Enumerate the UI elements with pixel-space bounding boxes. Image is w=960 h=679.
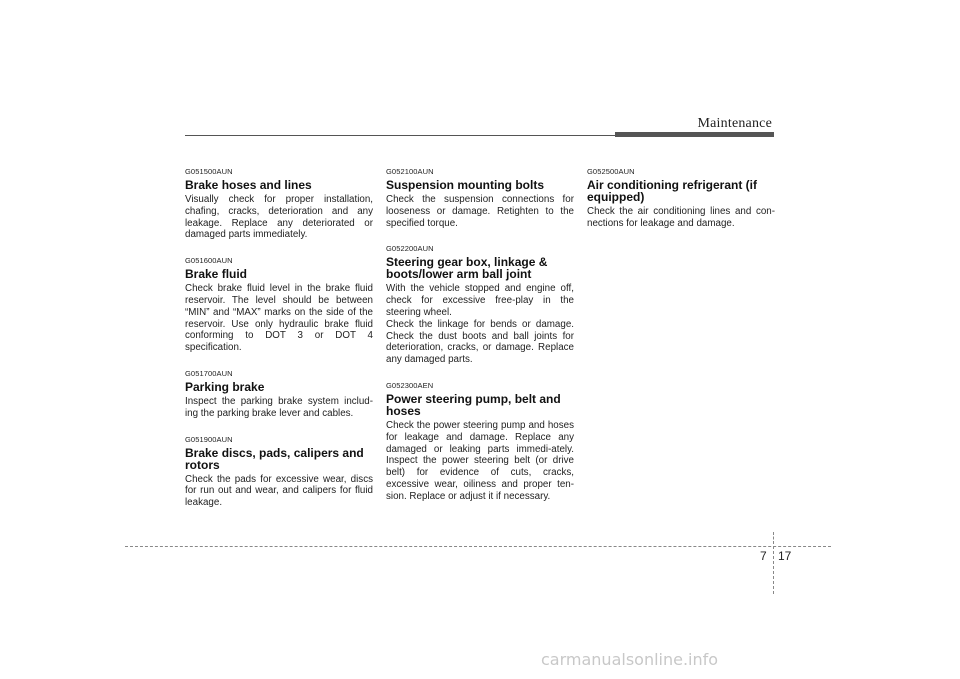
section-paragraph: Check the power steering pump and hoses for leakage and damage. Replace any damaged or leaking parts immedi-ately. Inspect the power steering belt (or drive belt) for evidence of cuts, cracks, excessive wear, oiliness and proper ten-sion. Replace or adjust it if necessary. — [386, 419, 574, 502]
section-heading: Brake fluid — [185, 267, 248, 282]
section-brake-fluid — [185, 256, 373, 354]
section-paragraph: Check the air conditioning lines and con-nections for leakage and damage. — [587, 206, 775, 229]
section-code: G052200AUN — [386, 244, 434, 254]
section-code: G052100AUN — [386, 167, 434, 176]
section-paragraph: Check the suspension connections for looseness or damage. Retighten to the specified torque. — [386, 194, 574, 229]
site-watermark: carmanualsonline.info — [541, 650, 719, 669]
section-ac-refrigerant — [587, 167, 775, 230]
footer-dashed-rule — [125, 546, 831, 547]
section-paragraph: Check brake fluid level in the brake fluid reservoir. The level should be between “MIN” and “MAX” marks on the side of the reservoir. Use only hydraulic brake fluid conforming to DOT 3 or DOT 4 specification. — [185, 283, 373, 354]
page-number: 17 — [778, 549, 792, 563]
section-paragraph: Visually check for proper installation, chafing, cracks, deterioration and any leakage. Replace any deteriorated or damaged parts immediately. — [185, 194, 373, 241]
section-heading: Power steering pump, belt and hoses — [386, 391, 561, 418]
section-heading: Suspension mounting bolts — [386, 178, 544, 192]
page-header-title: Maintenance — [697, 116, 772, 131]
section-code: G051700AUN — [185, 368, 233, 378]
text-column-3 — [587, 167, 775, 245]
section-code: G052300AEN — [386, 380, 434, 390]
section-brake-discs — [185, 435, 373, 509]
section-heading: Steering gear box, linkage & boots/lower arm ball joint — [386, 255, 548, 282]
section-parking-brake — [185, 369, 373, 420]
section-code: G052500AUN — [587, 167, 635, 176]
text-column-1 — [185, 167, 373, 524]
section-code: G051900AUN — [185, 434, 233, 444]
footer-page-divider — [773, 546, 774, 594]
section-heading: Parking brake — [185, 379, 265, 394]
text-column-2 — [386, 167, 574, 518]
section-paragraph: With the vehicle stopped and engine off, check for excessive free-play in the steering wheel. — [386, 283, 574, 318]
section-brake-hoses — [185, 167, 373, 241]
section-code: G051500AUN — [185, 167, 233, 176]
chapter-number: 7 — [760, 549, 767, 563]
footer-page-divider-top — [773, 532, 774, 544]
section-heading: Brake hoses and lines — [185, 178, 312, 192]
section-paragraph: Check the linkage for bends or damage. Check the dust boots and ball joints for deterioration, cracks, or damage. Replace any damaged parts. — [386, 318, 574, 366]
section-code: G051600AUN — [185, 256, 233, 266]
section-heading: Air conditioning refrigerant (if equipped) — [587, 178, 757, 204]
section-paragraph: Check the pads for excessive wear, discs for run out and wear, and calipers for fluid leakage. — [185, 473, 373, 509]
section-power-steering — [386, 381, 574, 503]
header-rule — [185, 135, 615, 136]
header-rule-accent — [615, 132, 774, 137]
section-paragraph: Inspect the parking brake system includ-ing the parking brake lever and cables. — [185, 395, 373, 419]
section-heading: Brake discs, pads, calipers and rotors — [185, 445, 364, 472]
section-steering-gear — [386, 244, 574, 366]
section-suspension-bolts — [386, 167, 574, 229]
